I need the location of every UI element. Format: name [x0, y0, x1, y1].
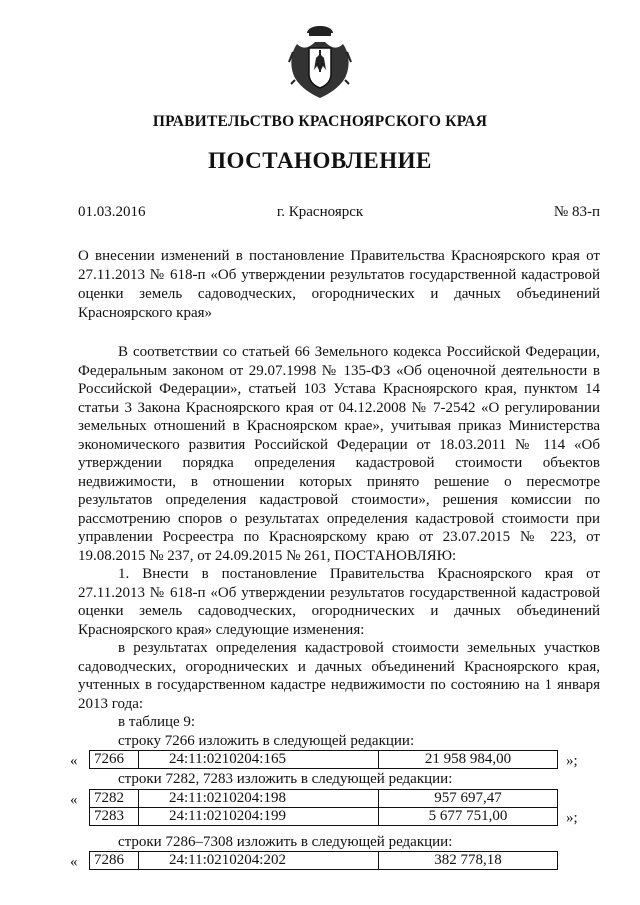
- row-number-cell: 7283: [90, 807, 139, 825]
- row-number-cell: 7266: [90, 751, 139, 769]
- quote-open: «: [70, 791, 78, 808]
- quote-close: »;: [566, 809, 578, 826]
- quote-close: »;: [566, 753, 578, 769]
- table-row: [90, 751, 558, 769]
- quote-open: «: [70, 753, 78, 769]
- edit-table-block: [70, 851, 600, 871]
- document-type: ПОСТАНОВЛЕНИЕ: [208, 148, 432, 173]
- cadastral-number-cell: 24:11:0210204:202: [139, 852, 379, 870]
- coat-of-arms-emblem: [285, 22, 355, 102]
- edit-instruction: строки 7286–7308 изложить в следующей редакции:: [118, 833, 453, 850]
- cadastral-value-cell: 382 778,18: [379, 852, 558, 870]
- cadastral-number-cell: 24:11:0210204:165: [139, 751, 379, 769]
- cadastral-number-cell: 24:11:0210204:199: [139, 807, 379, 825]
- preamble-paragraph: В соответствии со статьей 66 Земельного кодекса Российской Федерации, Федеральным законом от 29.07.1998 № 135-ФЗ «Об оценочной деятельности в Российской Федерации», статьей 103 Устава Красноярского края, пунктом 14 статьи 3 Закона Красноярского края от 04.12.2008 № 7-2542 «О регулировании земельных отношений в Красноярском крае», учитывая приказ Министерства экономического развития Российской Федерации от 18.03.2011 № 114 «Об утверждении порядка определения кадастровой стоимости объектов недвижимости, в отношении которых принято решение о пересмотре результатов определения кадастровой стоимости», решения комиссии по рассмотрению споров о результатах определения кадастровой стоимости при управлении Росреестра по Красноярскому краю от 23.07.2015 № 223, от 19.08.2015 № 237, от 24.09.2015 № 261, ПОСТАНОВЛЯЮ:: [78, 344, 600, 564]
- item-1-paragraph: 1. Внести в постановление Правительства Красноярского края от 27.11.2013 № 618-п «Об утверждении результатов государственной кадастровой оценки земель садоводческих, огороднических и дачных объединений Красноярского края» следующие изменения:: [78, 566, 600, 638]
- edit-table-block: [70, 750, 600, 770]
- row-number-cell: 7286: [90, 852, 139, 870]
- document-date: 01.03.2016: [78, 204, 146, 220]
- document-number: № 83-п: [553, 204, 600, 220]
- table-row: [90, 807, 558, 825]
- cadastral-number-cell: 24:11:0210204:198: [139, 789, 379, 807]
- edit-table-block: [70, 789, 600, 827]
- results-intro-paragraph: в результатах определения кадастровой стоимости земельных участков садоводческих, огороднических и дачных объединений Красноярского края, учтенных в государственном кадастре недвижимости по состоянию на 1 января 2013 года:: [78, 640, 600, 712]
- cadastral-value-cell: 21 958 984,00: [379, 751, 558, 769]
- edit-table: [89, 750, 558, 769]
- row-number-cell: 7282: [90, 789, 139, 807]
- document-title: О внесении изменений в постановление Правительства Красноярского края от 27.11.2013 № 618-п «Об утверждении результатов государственной кадастровой оценки земель садоводческих, огороднических и дачных объединений Красноярского края»: [78, 248, 600, 321]
- quote-open: «: [70, 854, 78, 870]
- edit-instruction: строку 7266 изложить в следующей редакции:: [118, 732, 415, 749]
- document-body: [70, 343, 600, 871]
- edit-table: [89, 851, 558, 870]
- cadastral-value-cell: 957 697,47: [379, 789, 558, 807]
- cadastral-value-cell: 5 677 751,00: [379, 807, 558, 825]
- edit-instruction: строки 7282, 7283 изложить в следующей редакции:: [118, 771, 453, 787]
- edit-table: [89, 789, 558, 826]
- government-name: ПРАВИТЕЛЬСТВО КРАСНОЯРСКОГО КРАЯ: [152, 113, 488, 130]
- table-row: [90, 789, 558, 807]
- table-9-label: в таблице 9:: [118, 714, 196, 730]
- document-city: г. Красноярск: [276, 204, 364, 220]
- table-row: [90, 852, 558, 870]
